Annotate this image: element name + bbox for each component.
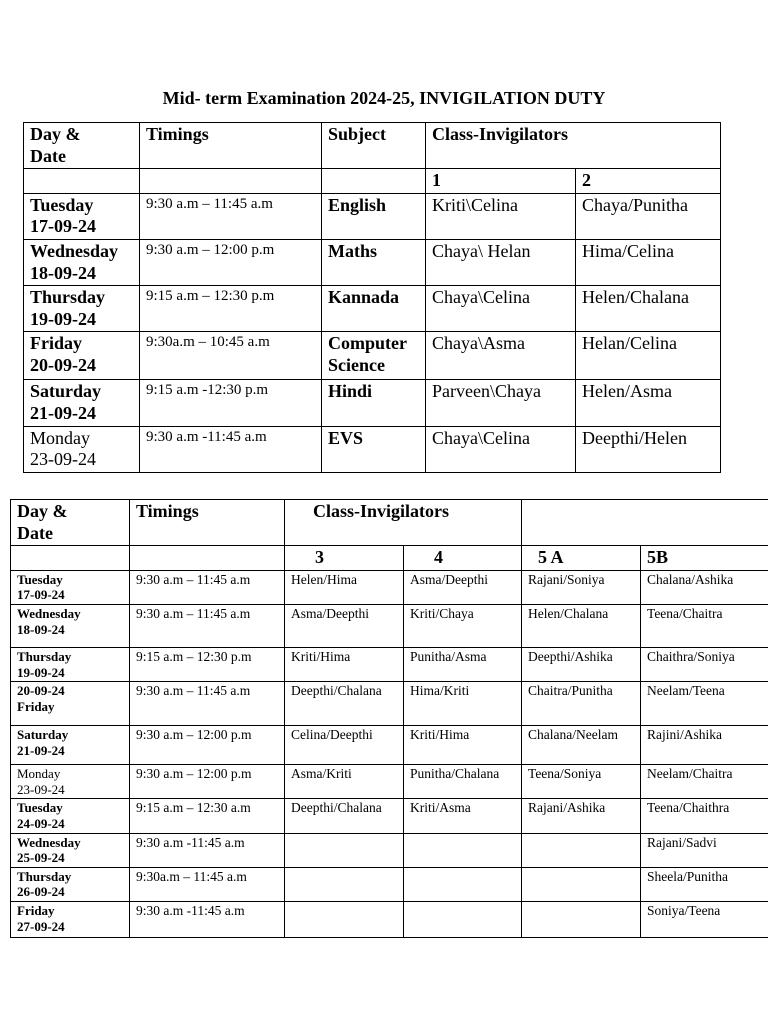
timing-cell: 9:15 a.m – 12:30 a.m: [130, 799, 285, 833]
table-row: [11, 867, 768, 901]
table-row: [11, 647, 768, 681]
table-row: [24, 380, 721, 426]
timing-cell: 9:30 a.m – 12:00 p.m: [130, 765, 285, 799]
day-date-line: 25-09-24: [17, 850, 65, 866]
date-label: 23-09-24: [30, 449, 96, 470]
day-date-line: Tuesday: [17, 571, 63, 587]
class-1-invigilators: Kriti\Celina: [426, 193, 576, 239]
table-row: [24, 286, 721, 332]
day-date-line: 26-09-24: [17, 884, 65, 900]
empty-cell: [130, 546, 285, 571]
class-2-invigilators: Helen/Chalana: [576, 286, 721, 332]
class-1-invigilators: Chaya\Celina: [426, 426, 576, 472]
empty-cell: [24, 169, 140, 194]
date-label: 20-09-24: [30, 354, 96, 375]
class-3-invigilators: Kriti/Hima: [285, 647, 404, 681]
day-label: Monday: [30, 427, 90, 448]
class-invigilators-header: Class-Invigilators: [285, 500, 522, 546]
table-row: [11, 570, 768, 604]
timings-header: Timings: [140, 123, 322, 169]
subject-cell: [322, 426, 426, 472]
class-5a-invigilators: [522, 833, 641, 867]
subject-cell: [322, 193, 426, 239]
class-3-invigilators: Deepthi/Chalana: [285, 799, 404, 833]
day-date-cell: [24, 286, 140, 332]
class-4-invigilators: Asma/Deepthi: [404, 570, 522, 604]
date-label: 17-09-24: [30, 216, 96, 237]
class-number-5b: 5B: [641, 546, 768, 571]
day-date-cell: [11, 765, 130, 799]
class-4-invigilators: Hima/Kriti: [404, 682, 522, 726]
timing-cell: 9:30a.m – 10:45 a.m: [140, 332, 322, 380]
page-title: Mid- term Examination 2024-25, INVIGILATION DUTY: [162, 88, 606, 108]
day-header-label: Day &: [17, 501, 68, 521]
class-5a-invigilators: Helen/Chalana: [522, 604, 641, 647]
day-date-cell: [11, 799, 130, 833]
class-5a-invigilators: Chaitra/Punitha: [522, 682, 641, 726]
day-date-cell: [24, 239, 140, 285]
subject-cell: [322, 332, 426, 380]
table1-class-number-row: [24, 169, 721, 194]
class-3-invigilators: Celina/Deepthi: [285, 726, 404, 765]
day-date-line: Wednesday: [17, 834, 81, 850]
timing-cell: 9:30 a.m – 11:45 a.m: [140, 193, 322, 239]
class-2-invigilators: Helan/Celina: [576, 332, 721, 380]
subject-cell: [322, 239, 426, 285]
class-number-3: 3: [285, 546, 404, 571]
date-label: 18-09-24: [30, 262, 96, 283]
day-date-cell: [24, 193, 140, 239]
timing-cell: 9:15 a.m – 12:30 p.m: [130, 647, 285, 681]
day-label: Friday: [30, 333, 82, 354]
day-label: Saturday: [30, 381, 102, 402]
date-header-label: Date: [17, 522, 53, 543]
day-date-cell: [11, 726, 130, 765]
day-date-cell: [24, 426, 140, 472]
timing-cell: 9:30 a.m – 12:00 p.m: [140, 239, 322, 285]
timing-cell: 9:30 a.m – 11:45 a.m: [130, 682, 285, 726]
day-date-cell: [24, 332, 140, 380]
day-label: Wednesday: [30, 240, 119, 261]
class-5b-invigilators: Chaithra/Soniya: [641, 647, 768, 681]
date-label: 19-09-24: [30, 308, 96, 329]
class-4-invigilators: Kriti/Hima: [404, 726, 522, 765]
class-1-invigilators: Chaya\Asma: [426, 332, 576, 380]
class-2-invigilators: Chaya/Punitha: [576, 193, 721, 239]
empty-cell: [140, 169, 322, 194]
class-1-invigilators: Chaya\Celina: [426, 286, 576, 332]
day-date-line: Saturday: [17, 727, 69, 743]
date-label: 21-09-24: [30, 402, 96, 423]
class-3-invigilators: Asma/Kriti: [285, 765, 404, 799]
day-date-cell: [11, 901, 130, 937]
timing-cell: 9:30 a.m – 11:45 a.m: [130, 570, 285, 604]
class-5b-invigilators: Rajani/Sadvi: [641, 833, 768, 867]
timing-cell: 9:15 a.m – 12:30 p.m: [140, 286, 322, 332]
class-3-invigilators: [285, 867, 404, 901]
class-4-invigilators: Punitha/Chalana: [404, 765, 522, 799]
day-date-header: [11, 500, 130, 546]
subject-header: Subject: [322, 123, 426, 169]
day-date-line: 23-09-24: [17, 781, 65, 797]
timing-cell: 9:30 a.m -11:45 a.m: [130, 901, 285, 937]
table-row: [24, 239, 721, 285]
subject-label: Computer: [328, 333, 407, 354]
timing-cell: 9:30 a.m – 11:45 a.m: [130, 604, 285, 647]
day-date-header: [24, 123, 140, 169]
class-2-invigilators: Deepthi/Helen: [576, 426, 721, 472]
class-4-invigilators: Kriti/Asma: [404, 799, 522, 833]
day-label: Thursday: [30, 287, 106, 308]
class-4-invigilators: Punitha/Asma: [404, 647, 522, 681]
day-label: Tuesday: [30, 194, 94, 215]
class-5b-invigilators: Neelam/Teena: [641, 682, 768, 726]
class-2-invigilators: Hima/Celina: [576, 239, 721, 285]
class-1-invigilators: Parveen\Chaya: [426, 380, 576, 426]
class-5a-invigilators: Teena/Soniya: [522, 765, 641, 799]
day-date-cell: [11, 570, 130, 604]
class-5a-invigilators: Rajani/Soniya: [522, 570, 641, 604]
table2-class-number-row: [11, 546, 768, 571]
day-date-line: 21-09-24: [17, 742, 65, 758]
class-5b-invigilators: Soniya/Teena: [641, 901, 768, 937]
day-date-line: Tuesday: [17, 800, 63, 816]
table1-header-row: [24, 123, 721, 169]
subject-cell: [322, 380, 426, 426]
day-date-line: Wednesday: [17, 605, 81, 621]
date-header-label: Date: [30, 145, 66, 166]
day-date-line: 18-09-24: [17, 621, 65, 637]
subject-label: Kannada: [328, 287, 400, 308]
class-5b-invigilators: Rajini/Ashika: [641, 726, 768, 765]
day-date-line: Friday: [17, 902, 55, 918]
class-number-1: 1: [426, 169, 576, 194]
class-1-invigilators: Chaya\ Helan: [426, 239, 576, 285]
timing-cell: 9:30 a.m -11:45 a.m: [140, 426, 322, 472]
invigilation-table-classes-1-2: [23, 122, 721, 473]
subject-cell: [322, 286, 426, 332]
empty-header-cell: [522, 500, 768, 546]
class-invigilators-header: Class-Invigilators: [426, 123, 721, 169]
day-date-line: 27-09-24: [17, 918, 65, 934]
day-date-line: Friday: [17, 698, 55, 714]
day-date-line: 20-09-24: [17, 683, 65, 699]
day-date-cell: [11, 682, 130, 726]
subject-label: EVS: [328, 427, 364, 448]
class-4-invigilators: [404, 901, 522, 937]
day-date-line: 19-09-24: [17, 664, 65, 680]
subject-label: Maths: [328, 240, 377, 261]
class-number-4: 4: [404, 546, 522, 571]
table-row: [11, 799, 768, 833]
class-5a-invigilators: Rajani/Ashika: [522, 799, 641, 833]
class-5a-invigilators: [522, 901, 641, 937]
class-5a-invigilators: [522, 867, 641, 901]
class-3-invigilators: Deepthi/Chalana: [285, 682, 404, 726]
timing-cell: 9:30a.m – 11:45 a.m: [130, 867, 285, 901]
timing-cell: 9:30 a.m -11:45 a.m: [130, 833, 285, 867]
day-date-line: 17-09-24: [17, 587, 65, 603]
table-row: [24, 193, 721, 239]
class-3-invigilators: [285, 833, 404, 867]
empty-cell: [11, 546, 130, 571]
class-5b-invigilators: Sheela/Punitha: [641, 867, 768, 901]
timing-cell: 9:30 a.m – 12:00 p.m: [130, 726, 285, 765]
day-date-cell: [11, 647, 130, 681]
subject-label-continued: Science: [328, 354, 385, 375]
class-number-5a: 5 A: [522, 546, 641, 571]
table2-header-row: [11, 500, 768, 546]
empty-cell: [322, 169, 426, 194]
timings-header: Timings: [130, 500, 285, 546]
day-date-line: 24-09-24: [17, 815, 65, 831]
class-3-invigilators: Helen/Hima: [285, 570, 404, 604]
day-date-cell: [24, 380, 140, 426]
class-4-invigilators: Kriti/Chaya: [404, 604, 522, 647]
day-date-line: Thursday: [17, 868, 72, 884]
class-5a-invigilators: Deepthi/Ashika: [522, 647, 641, 681]
day-date-line: Monday: [17, 766, 61, 782]
table-row: [11, 901, 768, 937]
table-row: [11, 604, 768, 647]
class-2-invigilators: Helen/Asma: [576, 380, 721, 426]
timing-cell: 9:15 a.m -12:30 p.m: [140, 380, 322, 426]
table-row: [24, 426, 721, 472]
class-3-invigilators: [285, 901, 404, 937]
class-number-2: 2: [576, 169, 721, 194]
class-5b-invigilators: Teena/Chaithra: [641, 799, 768, 833]
subject-label: Hindi: [328, 381, 373, 402]
class-5b-invigilators: Teena/Chaitra: [641, 604, 768, 647]
day-date-cell: [11, 604, 130, 647]
class-4-invigilators: [404, 833, 522, 867]
table-row: [11, 765, 768, 799]
table-row: [24, 332, 721, 380]
day-header-label: Day &: [30, 124, 81, 144]
table-row: [11, 833, 768, 867]
subject-label: English: [328, 194, 387, 215]
class-5b-invigilators: Chalana/Ashika: [641, 570, 768, 604]
day-date-line: Thursday: [17, 648, 72, 664]
invigilation-table-classes-3-5: [10, 499, 768, 938]
day-date-cell: [11, 833, 130, 867]
class-3-invigilators: Asma/Deepthi: [285, 604, 404, 647]
class-5a-invigilators: Chalana/Neelam: [522, 726, 641, 765]
table-row: [11, 726, 768, 765]
class-4-invigilators: [404, 867, 522, 901]
day-date-cell: [11, 867, 130, 901]
class-5b-invigilators: Neelam/Chaitra: [641, 765, 768, 799]
table-row: [11, 682, 768, 726]
